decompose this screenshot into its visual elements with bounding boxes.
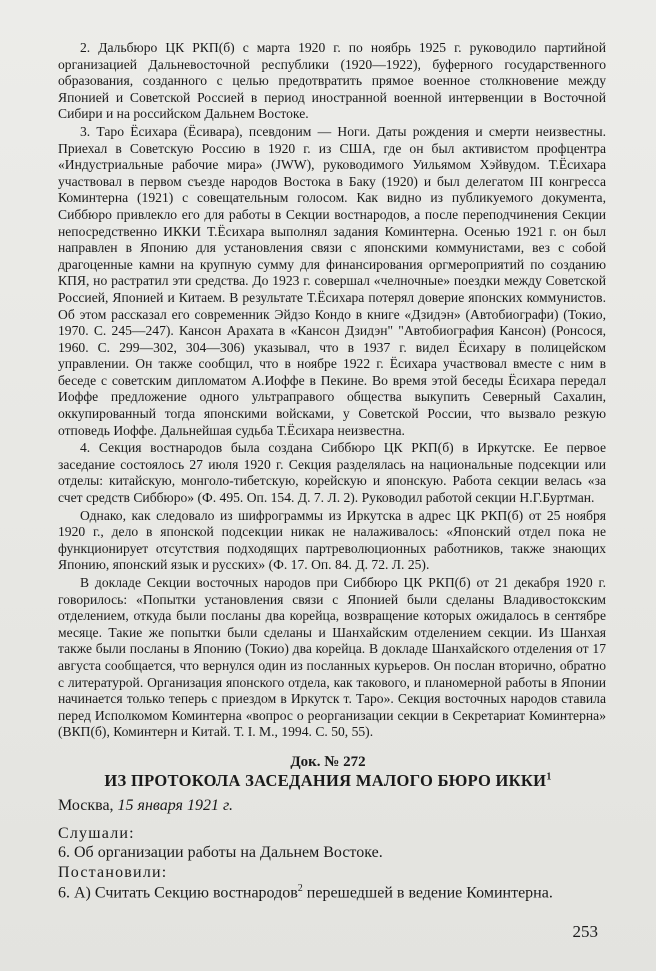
document-number: Док. № 272 bbox=[290, 754, 366, 770]
footnotes-block bbox=[58, 40, 606, 742]
page-number: 253 bbox=[572, 922, 598, 941]
decided-label: Постановили: bbox=[58, 864, 168, 881]
document-title-note-ref: 1 bbox=[546, 771, 552, 783]
footnote-4-report: В докладе Секции восточных народов при Сиббюро ЦК РКП(б) от 21 декабря 1920 г. говорилось: «Попытки установления связи с Японией были сделаны Владивостокским отделением, откуда были посланы два корейца, возвращение которых ожидалось в сентябре месяце. Такие же попытки были сделаны и Шанхайским отделением секции. Из Шанхая также были посланы в Японию (Токио) два корейца. В докладе Шанхайского отделения от 17 августа сообщается, что вернулся один из посланных курьеров. Он послан вторично, обратно с литературой. Организация японского отдела, как такового, и планомерной работы в Японии начинается только теперь с приездом в Иркутск т. Таро». Секция восточных народов ставила перед Исполкомом Коминтерна «вопрос о реорганизации секции в Секретариат Коминтерна» (ВКП(б), Коминтерн и Китай. Т. I. М., 1994. С. 50, 55). bbox=[58, 575, 606, 740]
document-title-text: ИЗ ПРОТОКОЛА ЗАСЕДАНИЯ МАЛОГО БЮРО ИККИ bbox=[104, 771, 547, 790]
decided-item-text-end: перешедшей в ведение Коминтерна. bbox=[302, 884, 553, 902]
heard-item: 6. Об организации работы на Дальнем Востоке. bbox=[58, 844, 383, 861]
decided-item-text-start: 6. А) Считать Секцию востнародов bbox=[58, 884, 298, 902]
place: Москва, bbox=[58, 797, 114, 814]
footnote-4-continued: Однако, как следовало из шифрограммы из Иркутска в адрес ЦК РКП(б) от 25 ноября 1920 г., дело в японской подсекции никак не налаживалось: «Японский отдел пока не функционирует отсутствия подходящих партреволюционных работников, также знающих Японию, японский язык и русских» (Ф. 17. Оп. 84. Д. 72. Л. 25). bbox=[58, 507, 606, 573]
footnote-4: 4. Секция востнародов была создана Сиббюро ЦК РКП(б) в Иркутске. Ее первое заседание состоялось 27 июля 1920 г. Секция разделялась на национальные подсекции или отделы: китайскую, монголо-тибетскую, корейскую и японскую. Работа секции велась «за счет средств Сиббюро» (Ф. 495. Оп. 154. Д. 7. Л. 2). Руководил работой секции Н.Г.Буртман. bbox=[58, 440, 606, 506]
date: 15 января 1921 г. bbox=[117, 797, 234, 814]
heard-label: Слушали: bbox=[58, 825, 135, 842]
footnote-3: 3. Таро Ёсихара (Ёсивара), псевдоним — Ноги. Даты рождения и смерти неизвестны. Приехал в Советскую Россию в 1920 г. из США, где он был активистом профцентра «Индустриальные рабочие мира» (JWW), руководимого Уильямом Хэйвудом. Т.Ёсихара участвовал в первом съезде народов Востока в Баку (1920) и был делегатом III конгресса Коминтерна (1921) с совещательным голосом. Как видно из публикуемого документа, Сиббюро привлекло его для работы в Секции востнародов, а после переподчинения Секции непосредственно ИККИ Т.Ёсихара выполнял задания Коминтерна. Осенью 1921 г. он был направлен в Японию для установления связи с японскими коммунистами, вез с собой драгоценные камни на крупную сумму для финансирования оргмероприятий по созданию КПЯ, но растратил эти средства. До 1923 г. совершал «челночные» поездки между Советской Россией, Японией и Китаем. В результате Т.Ёсихара потерял доверие японских коммунистов. Об этом рассказал его современник Эйдзо Кондо в книге «Дзидэн» (Автобиографи) (Токио, 1970. С. 245—247). Кансон Арахата в «Кансон Дзидэн" "Автобиография Кансон) (Ронсося, 1960. С. 299—302, 304—306) указывал, что в 1937 г. видел Ёсихару в полицейском управлении. Он также сообщил, что в ноябре 1922 г. Ёсихара участвовал вместе с ним в беседе с советским дипломатом А.Иоффе в Пекине. Во время этой беседы Ёсихара передал Иоффе предложение одного ультраправого общества выкупить Северный Сахалин, оккупированный тогда японскими войсками, у Советской России, что вызвало резкую отповедь Иоффе. Дальнейшая судьба Т.Ёсихара неизвестна. bbox=[58, 123, 606, 438]
decided-item-note-ref: 2 bbox=[297, 883, 303, 894]
decided-item bbox=[58, 883, 553, 902]
footnote-2: 2. Дальбюро ЦК РКП(б) с марта 1920 г. по ноябрь 1925 г. руководило партийной организацией Дальневосточной республики (1920—1922), буферного государственного образования, созданного с целью предотвратить прямое военное столкновение между Японией и Советской Россией в период иностранной военной интервенции в Восточной Сибири и на российском Дальнем Востоке. bbox=[58, 40, 606, 122]
place-date bbox=[58, 797, 233, 815]
document-title bbox=[0, 771, 656, 791]
